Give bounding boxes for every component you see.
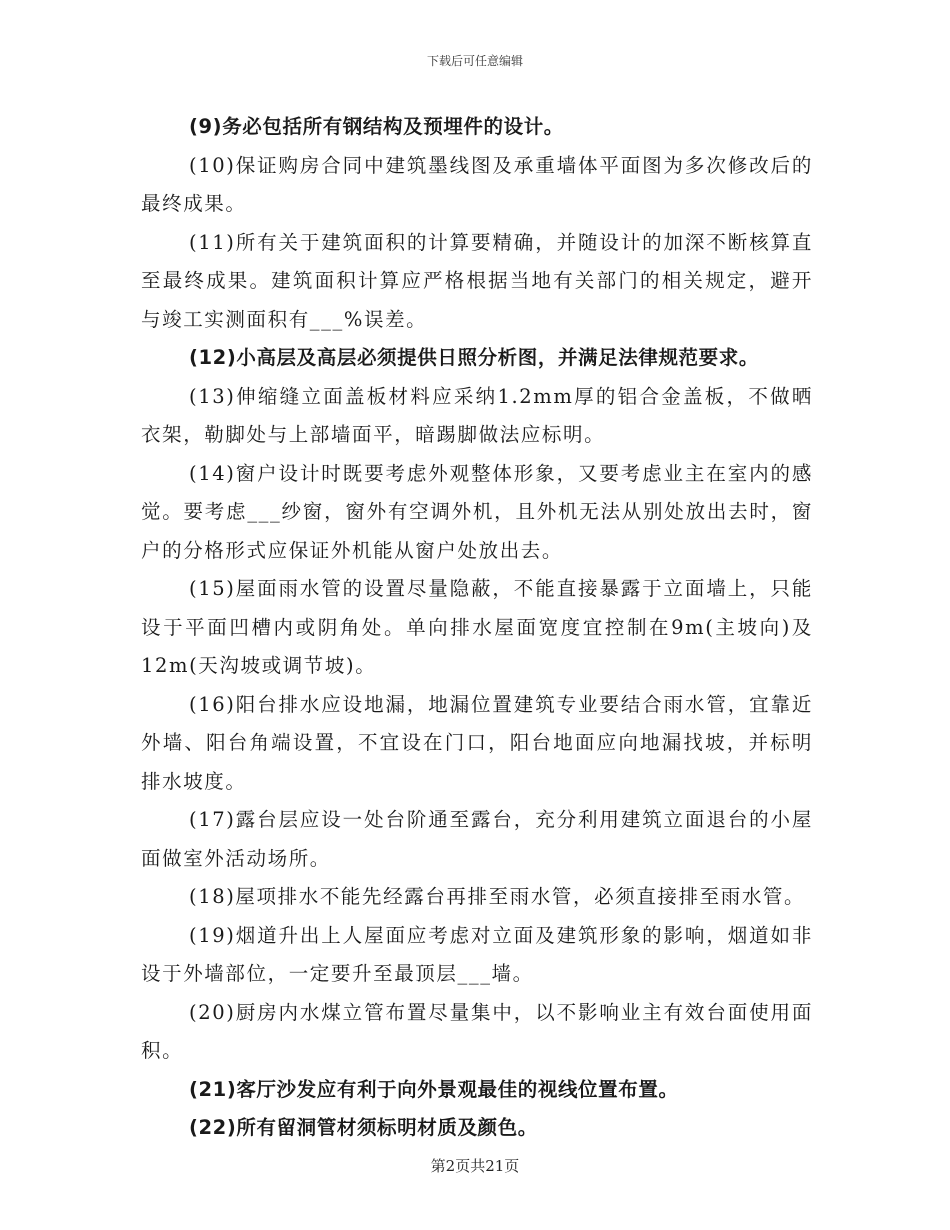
paragraph-15: (15)屋面雨水管的设置尽量隐蔽，不能直接暴露于立面墙上，只能设于平面凹槽内或阴角处。单向排水屋面宽度宜控制在9m(主坡向)及12m(天沟坡或调节坡)。 bbox=[141, 577, 813, 677]
paragraph-9: (9)务必包括所有钢结构及预埋件的设计。 bbox=[189, 115, 564, 138]
page-header: 下载后可任意编辑 bbox=[426, 54, 523, 68]
paragraph-21: (21)客厅沙发应有利于向外景观最佳的视线位置布置。 bbox=[189, 1077, 679, 1101]
paragraph-12: (12)小高层及高层必须提供日照分析图，并满足法律规范要求。 bbox=[189, 346, 759, 369]
paragraph-16: (16)阳台排水应设地漏，地漏位置建筑专业要结合雨水管，宜靠近外墙、阳台角端设置，不宜设在门口，阳台地面应向地漏找坡，并标明排水坡度。 bbox=[141, 692, 813, 793]
paragraph-19: (19)烟道升出上人屋面应考虑对立面及建筑形象的影响，烟道如非设于外墙部位，一定要升至最顶层___墙。 bbox=[141, 923, 813, 985]
paragraph-10: (10)保证购房合同中建筑墨线图及承重墙体平面图为多次修改后的最终成果。 bbox=[141, 153, 813, 215]
paragraph-14: (14)窗户设计时既要考虑外观整体形象，又要考虑业主在室内的感觉。要考虑___纱窗，窗外有空调外机，且外机无法从别处放出去时，窗户的分格形式应保证外机能从窗户处放出去。 bbox=[141, 461, 813, 562]
paragraph-20: (20)厨房内水煤立管布置尽量集中，以不影响业主有效台面使用面积。 bbox=[141, 1000, 813, 1062]
paragraph-11: (11)所有关于建筑面积的计算要精确，并随设计的加深不断核算直至最终成果。建筑面积计算应严格根据当地有关部门的相关规定，避开与竣工实测面积有___%误差。 bbox=[141, 230, 813, 331]
paragraph-13: (13)伸缩缝立面盖板材料应采纳1.2mm厚的铝合金盖板，不做晒衣架，勒脚处与上部墙面平，暗踢脚做法应标明。 bbox=[141, 384, 813, 446]
paragraph-17: (17)露台层应设一处台阶通至露台，充分利用建筑立面退台的小屋面做室外活动场所。 bbox=[141, 808, 813, 870]
paragraph-18: (18)屋项排水不能先经露台再排至雨水管，必须直接排至雨水管。 bbox=[189, 885, 806, 908]
document-body bbox=[141, 108, 813, 1148]
page-footer: 第2页共21页 bbox=[430, 1157, 520, 1175]
paragraph-22: (22)所有留洞管材须标明材质及颜色。 bbox=[189, 1116, 538, 1139]
